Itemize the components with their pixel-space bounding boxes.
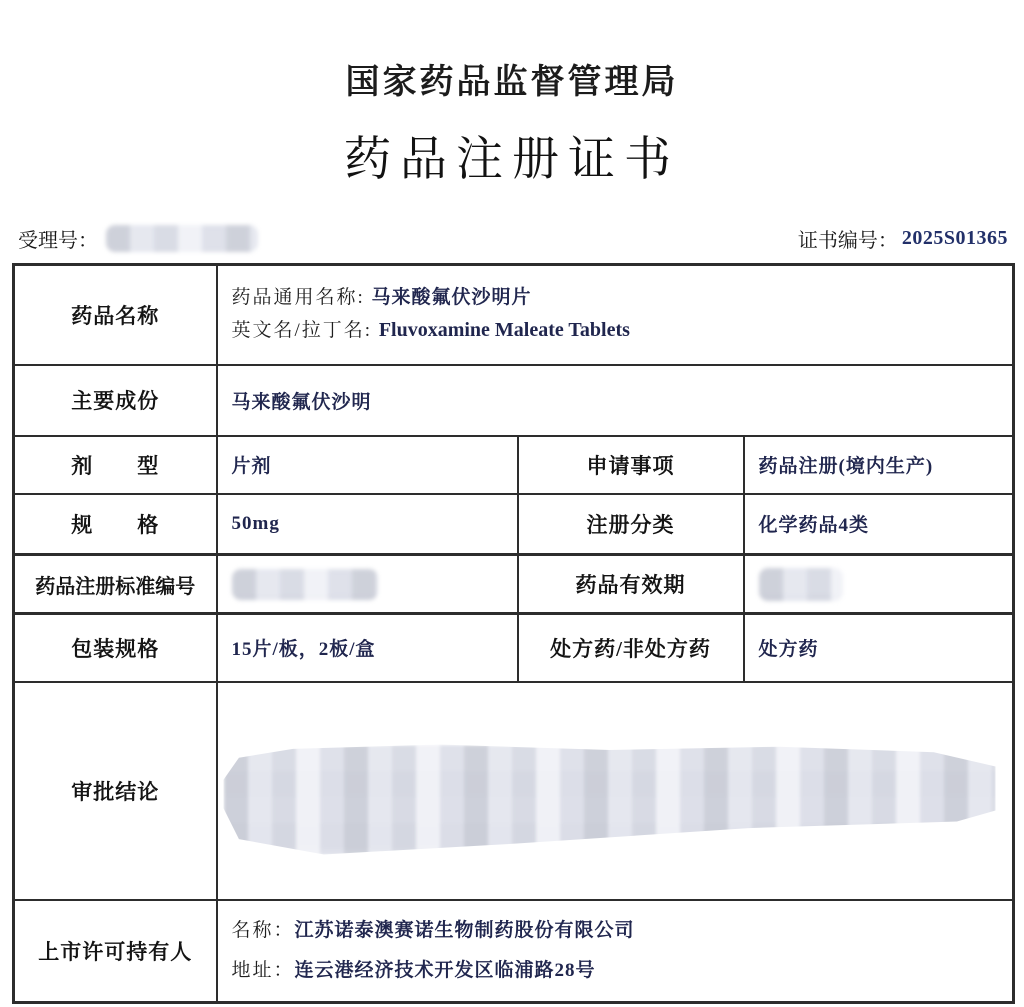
- table-row-specification: [14, 494, 1014, 555]
- document-title: 药品注册证书: [344, 134, 680, 186]
- row-label-prescription-type: 处方药/非处方药: [518, 614, 744, 682]
- cell-approval-conclusion: [217, 682, 1014, 900]
- row-label-dosage-form: 剂 型: [14, 436, 217, 494]
- row-label-specification: 规 格: [14, 494, 217, 555]
- holder-name-prefix: 名称：: [231, 919, 295, 941]
- package-spec-value: 15片/板，2板/盒: [231, 639, 376, 661]
- table-row-drug-name: [14, 265, 1014, 365]
- holder-address-value: 连云港经济技术开发区临浦路28号: [294, 959, 596, 981]
- cell-prescription-type: [744, 614, 1014, 682]
- row-label-standard-number: 药品注册标准编号: [14, 555, 217, 614]
- cell-registration-category: [744, 494, 1014, 555]
- standard-number-redacted-blur: [232, 569, 378, 600]
- row-label-package-spec: 包装规格: [14, 614, 217, 682]
- row-label-main-ingredient: 主要成份: [14, 365, 217, 436]
- cell-dosage-form: [217, 436, 518, 494]
- table-row-main-ingredient: [14, 365, 1014, 436]
- acceptance-number-label: 受理号：: [18, 230, 98, 252]
- generic-name-value: 马来酸氟伏沙明片: [371, 287, 532, 309]
- row-label-approval-conclusion: 审批结论: [14, 682, 217, 900]
- certificate-number-label: 证书编号：: [797, 230, 898, 252]
- cell-drug-name: [217, 265, 1014, 365]
- row-label-validity-period: 药品有效期: [518, 555, 744, 614]
- dosage-form-value: 片剂: [231, 456, 272, 477]
- holder-name-value: 江苏诺泰澳赛诺生物制药股份有限公司: [294, 919, 635, 941]
- validity-period-redacted-blur: [759, 568, 843, 601]
- main-ingredient-value: 马来酸氟伏沙明: [231, 391, 372, 413]
- cell-validity-period: [744, 555, 1014, 614]
- cell-specification: [217, 494, 518, 555]
- prescription-type-value: 处方药: [758, 639, 819, 661]
- application-item-value: 药品注册(境内生产): [758, 456, 934, 477]
- cell-main-ingredient: [217, 365, 1014, 436]
- table-row-dosage-form: [14, 436, 1014, 494]
- cell-application-item: [744, 436, 1014, 494]
- approval-conclusion-redacted-blur: [224, 745, 996, 855]
- holder-address-prefix: 地址：: [231, 959, 295, 981]
- table-row-approval-conclusion: [14, 682, 1014, 900]
- generic-name-prefix: 药品通用名称:: [231, 287, 372, 309]
- holder-address-line: [232, 951, 1003, 991]
- table-row-license-holder: [14, 900, 1014, 1003]
- certificate-number-value: 2025S01365: [901, 227, 1008, 249]
- table-row-standard-number: [14, 555, 1014, 614]
- meta-row: [18, 224, 1008, 253]
- certificate-number-group: [798, 224, 1008, 253]
- table-row-package-spec: [14, 614, 1014, 682]
- english-name-prefix: 英文名/拉丁名:: [231, 320, 379, 342]
- row-label-drug-name: 药品名称: [14, 265, 217, 365]
- specification-value: 50mg: [231, 512, 280, 534]
- acceptance-number-group: [18, 224, 258, 253]
- agency-title: 国家药品监督管理局: [345, 63, 679, 101]
- english-name-value: Fluvoxamine Maleate Tablets: [378, 319, 630, 342]
- drug-generic-name-line: [232, 282, 1003, 314]
- row-label-application-item: 申请事项: [518, 436, 744, 494]
- certificate-table: [12, 263, 1015, 1004]
- row-label-registration-category: 注册分类: [518, 494, 744, 555]
- cell-standard-number: [217, 555, 518, 614]
- acceptance-number-redacted-blur: [106, 225, 258, 252]
- drug-english-name-line: [232, 314, 1003, 347]
- registration-category-value: 化学药品4类: [758, 515, 870, 537]
- cell-license-holder: [217, 900, 1014, 1003]
- cell-package-spec: [217, 614, 518, 682]
- holder-name-line: [232, 911, 1003, 951]
- row-label-license-holder: 上市许可持有人: [14, 900, 217, 1003]
